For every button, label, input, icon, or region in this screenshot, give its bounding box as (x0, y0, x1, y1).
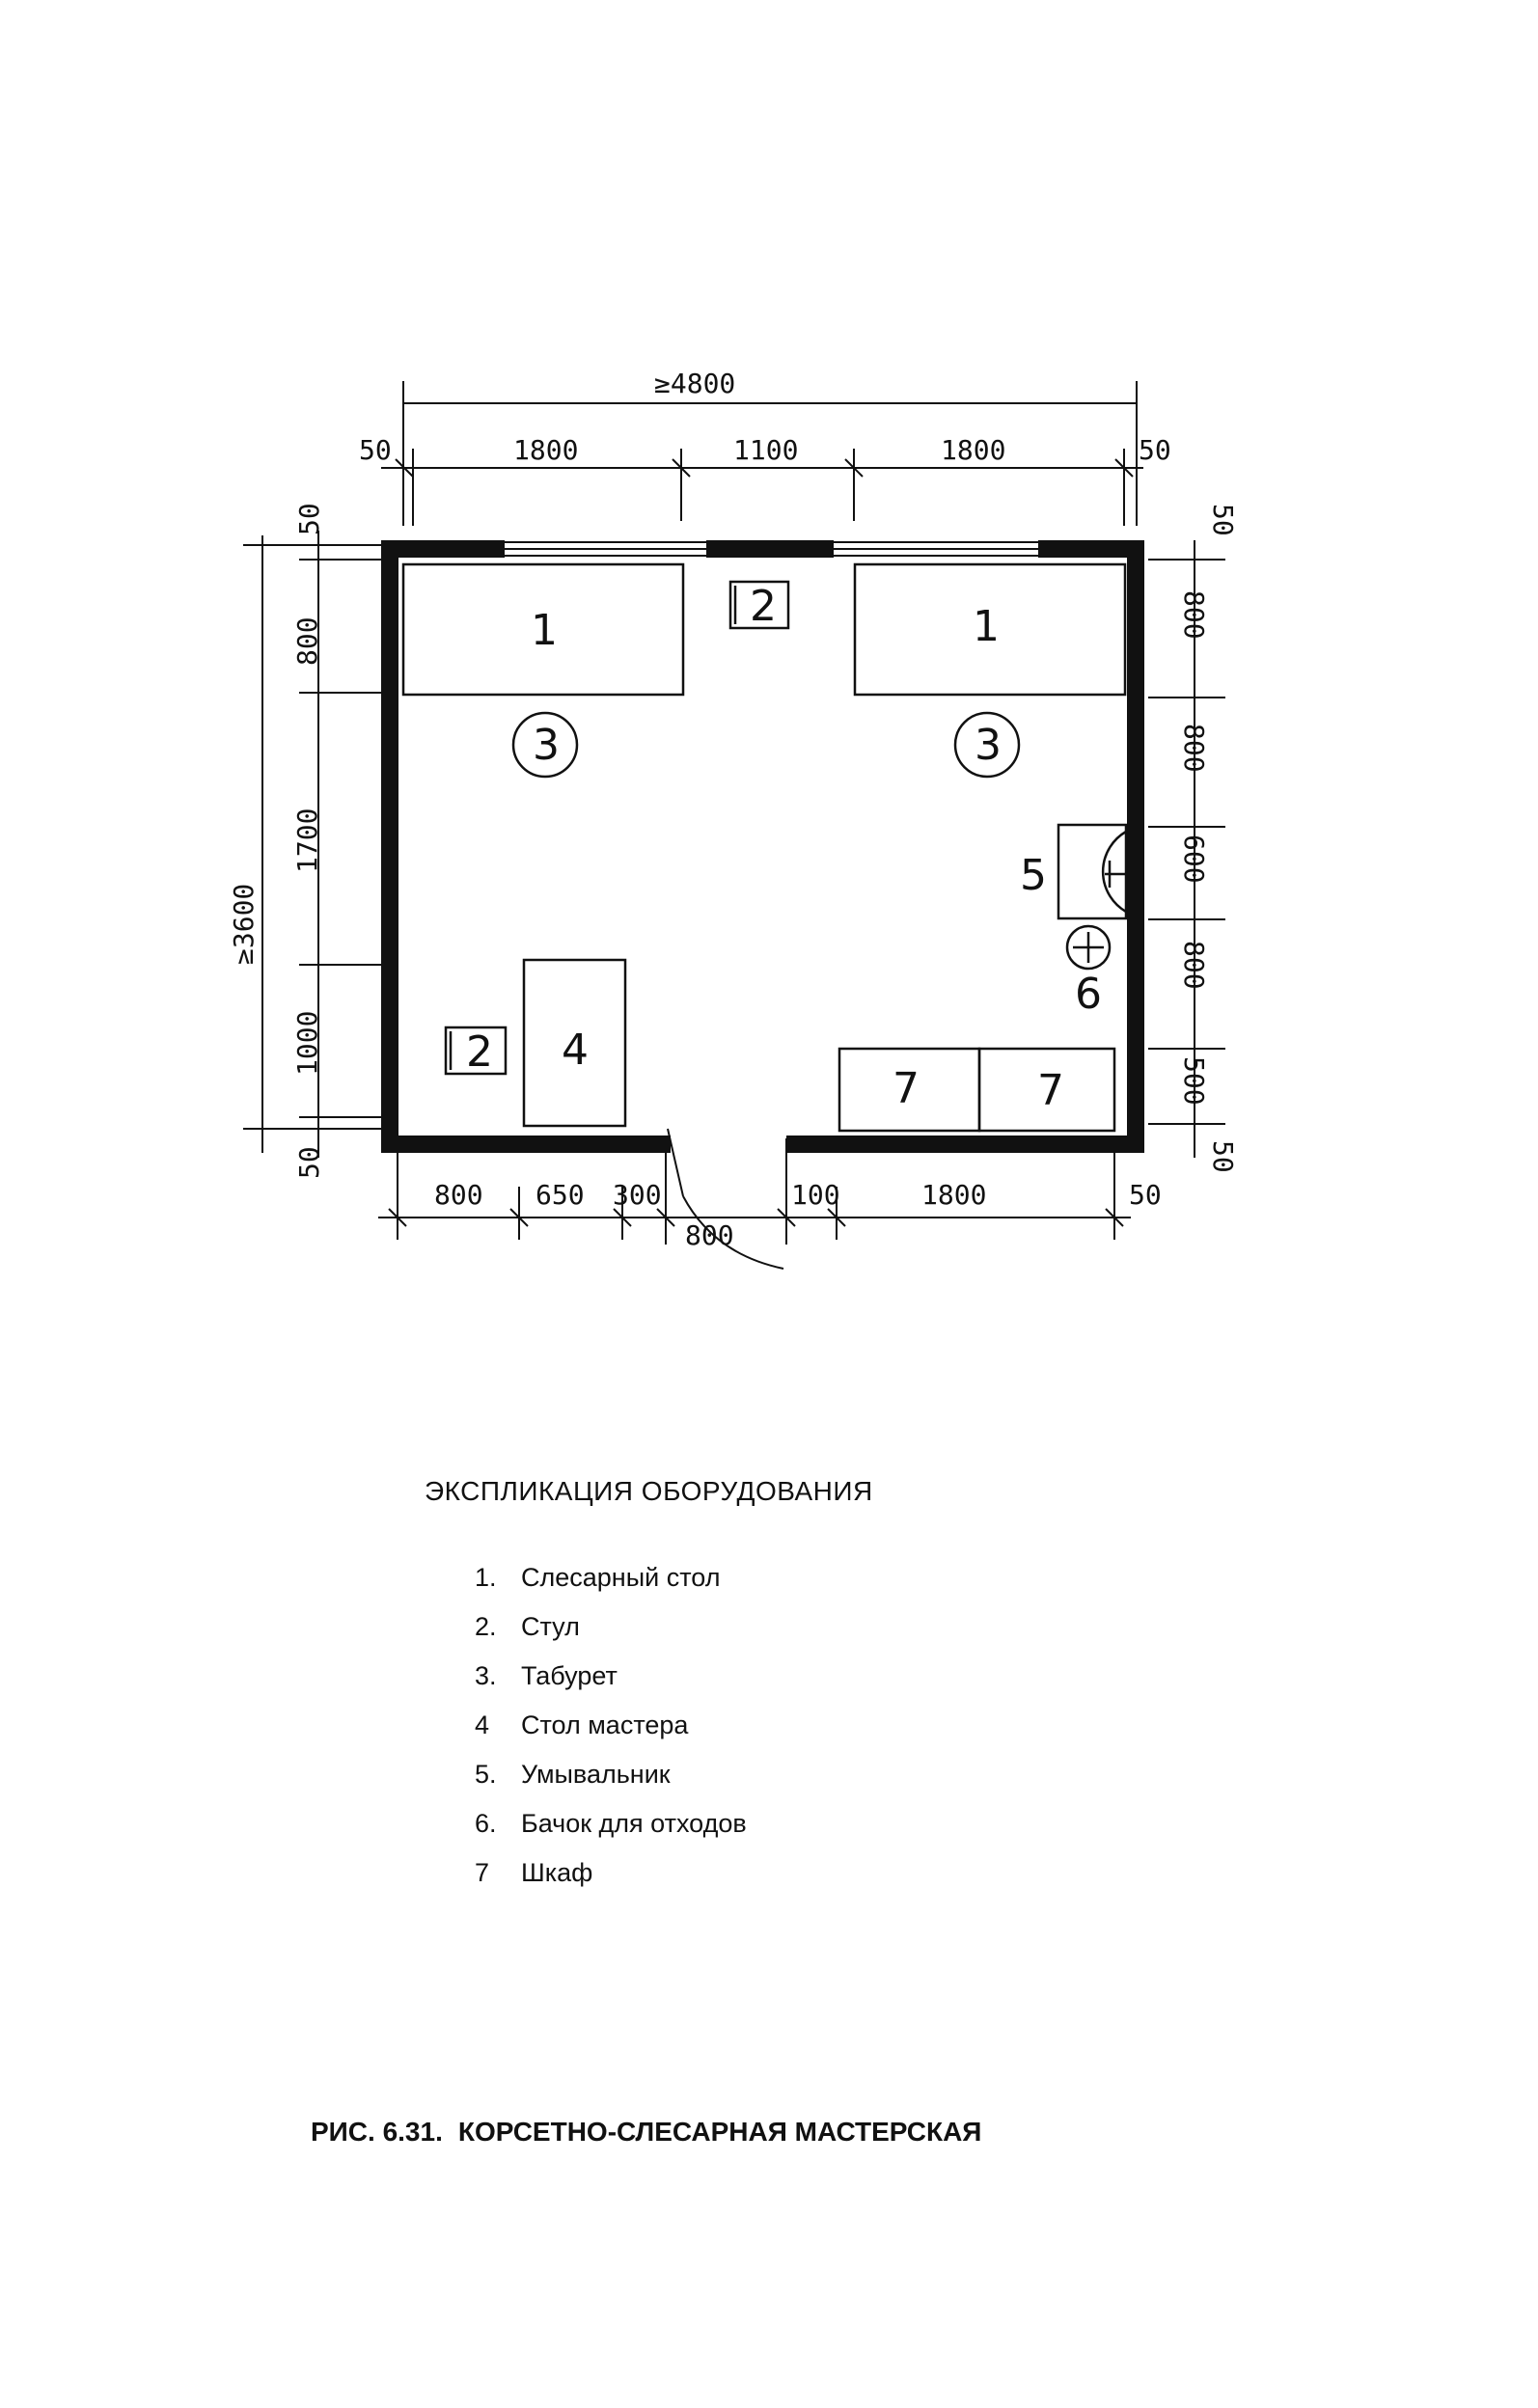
legend-item-text: Бачок для отходов (521, 1809, 747, 1838)
dim-top-4: 1800 (941, 434, 1006, 466)
label-bench-left: 1 (531, 606, 558, 655)
label-washbasin: 5 (1020, 851, 1047, 900)
legend-item (475, 1807, 747, 1856)
dim-bottom-2: 650 (536, 1179, 585, 1211)
figure-title: КОРСЕТНО-СЛЕСАРНАЯ МАСТЕРСКАЯ (457, 2117, 982, 2147)
legend-item-number: 7 (475, 1858, 490, 1887)
figure-number: РИС. 6.31. (311, 2117, 443, 2147)
label-stool-right: 3 (975, 721, 1002, 770)
legend-item-text: Стол мастера (521, 1710, 689, 1739)
legend-item (475, 1758, 747, 1807)
dim-right-5: 800 (1178, 941, 1210, 990)
dim-bottom-3: 300 (613, 1179, 662, 1211)
dim-bottom-1: 800 (434, 1179, 483, 1211)
legend-item-text: Стул (521, 1612, 580, 1641)
legend-item (475, 1659, 747, 1709)
dim-left-5: 50 (293, 1146, 325, 1179)
dim-top-1: 50 (359, 434, 392, 466)
dim-right-1: 50 (1207, 504, 1239, 536)
dim-bottom-7: 50 (1129, 1179, 1162, 1211)
dim-top-5: 50 (1139, 434, 1171, 466)
label-chair-left: 2 (466, 1027, 493, 1077)
legend-item-number: 2. (475, 1612, 497, 1641)
label-master-table: 4 (562, 1026, 589, 1075)
legend-item-number: 1. (475, 1563, 497, 1592)
dim-left-3: 1700 (291, 807, 323, 873)
dim-bottom-4: 800 (685, 1219, 734, 1251)
legend-item-text: Слесарный стол (521, 1563, 721, 1592)
furniture (403, 564, 1126, 1131)
dim-left-1: 50 (293, 503, 325, 535)
figure-caption (311, 2117, 981, 2148)
legend-item-text: Умывальник (521, 1760, 671, 1789)
dim-bottom-5: 100 (791, 1179, 840, 1211)
dim-top-3: 1100 (733, 434, 799, 466)
dim-right-2: 800 (1178, 590, 1210, 640)
dim-right-7: 50 (1207, 1140, 1239, 1173)
legend-item-number: 3. (475, 1661, 497, 1690)
dim-overall-width: ≥4800 (654, 368, 736, 399)
label-cabinet-right: 7 (1037, 1066, 1064, 1115)
legend-list (475, 1561, 747, 1905)
legend-item (475, 1709, 747, 1758)
legend-item-number: 5. (475, 1760, 497, 1789)
walls (381, 540, 1144, 1153)
legend-item-text: Табурет (521, 1661, 618, 1690)
legend-item (475, 1856, 747, 1905)
dim-right-6: 500 (1178, 1056, 1210, 1106)
legend-item (475, 1561, 747, 1610)
dim-overall-height: ≥3600 (228, 883, 260, 965)
label-stool-left: 3 (533, 721, 560, 770)
dim-left-2: 800 (291, 616, 323, 666)
legend-title: ЭКСПЛИКАЦИЯ ОБОРУДОВАНИЯ (425, 1476, 873, 1506)
label-bench-right: 1 (973, 602, 1000, 651)
dim-left-4: 1000 (291, 1010, 323, 1076)
legend-item (475, 1610, 747, 1659)
label-waste-bin: 6 (1075, 970, 1102, 1019)
legend-item-number: 4 (475, 1710, 490, 1739)
dim-right-3: 800 (1178, 724, 1210, 773)
label-cabinet-left: 7 (893, 1064, 920, 1113)
dim-right-4: 600 (1178, 835, 1210, 884)
legend-item-text: Шкаф (521, 1858, 593, 1887)
dim-bottom-6: 1800 (921, 1179, 987, 1211)
label-chair-top: 2 (750, 582, 777, 631)
legend-item-number: 6. (475, 1809, 497, 1838)
dim-top-2: 1800 (513, 434, 579, 466)
